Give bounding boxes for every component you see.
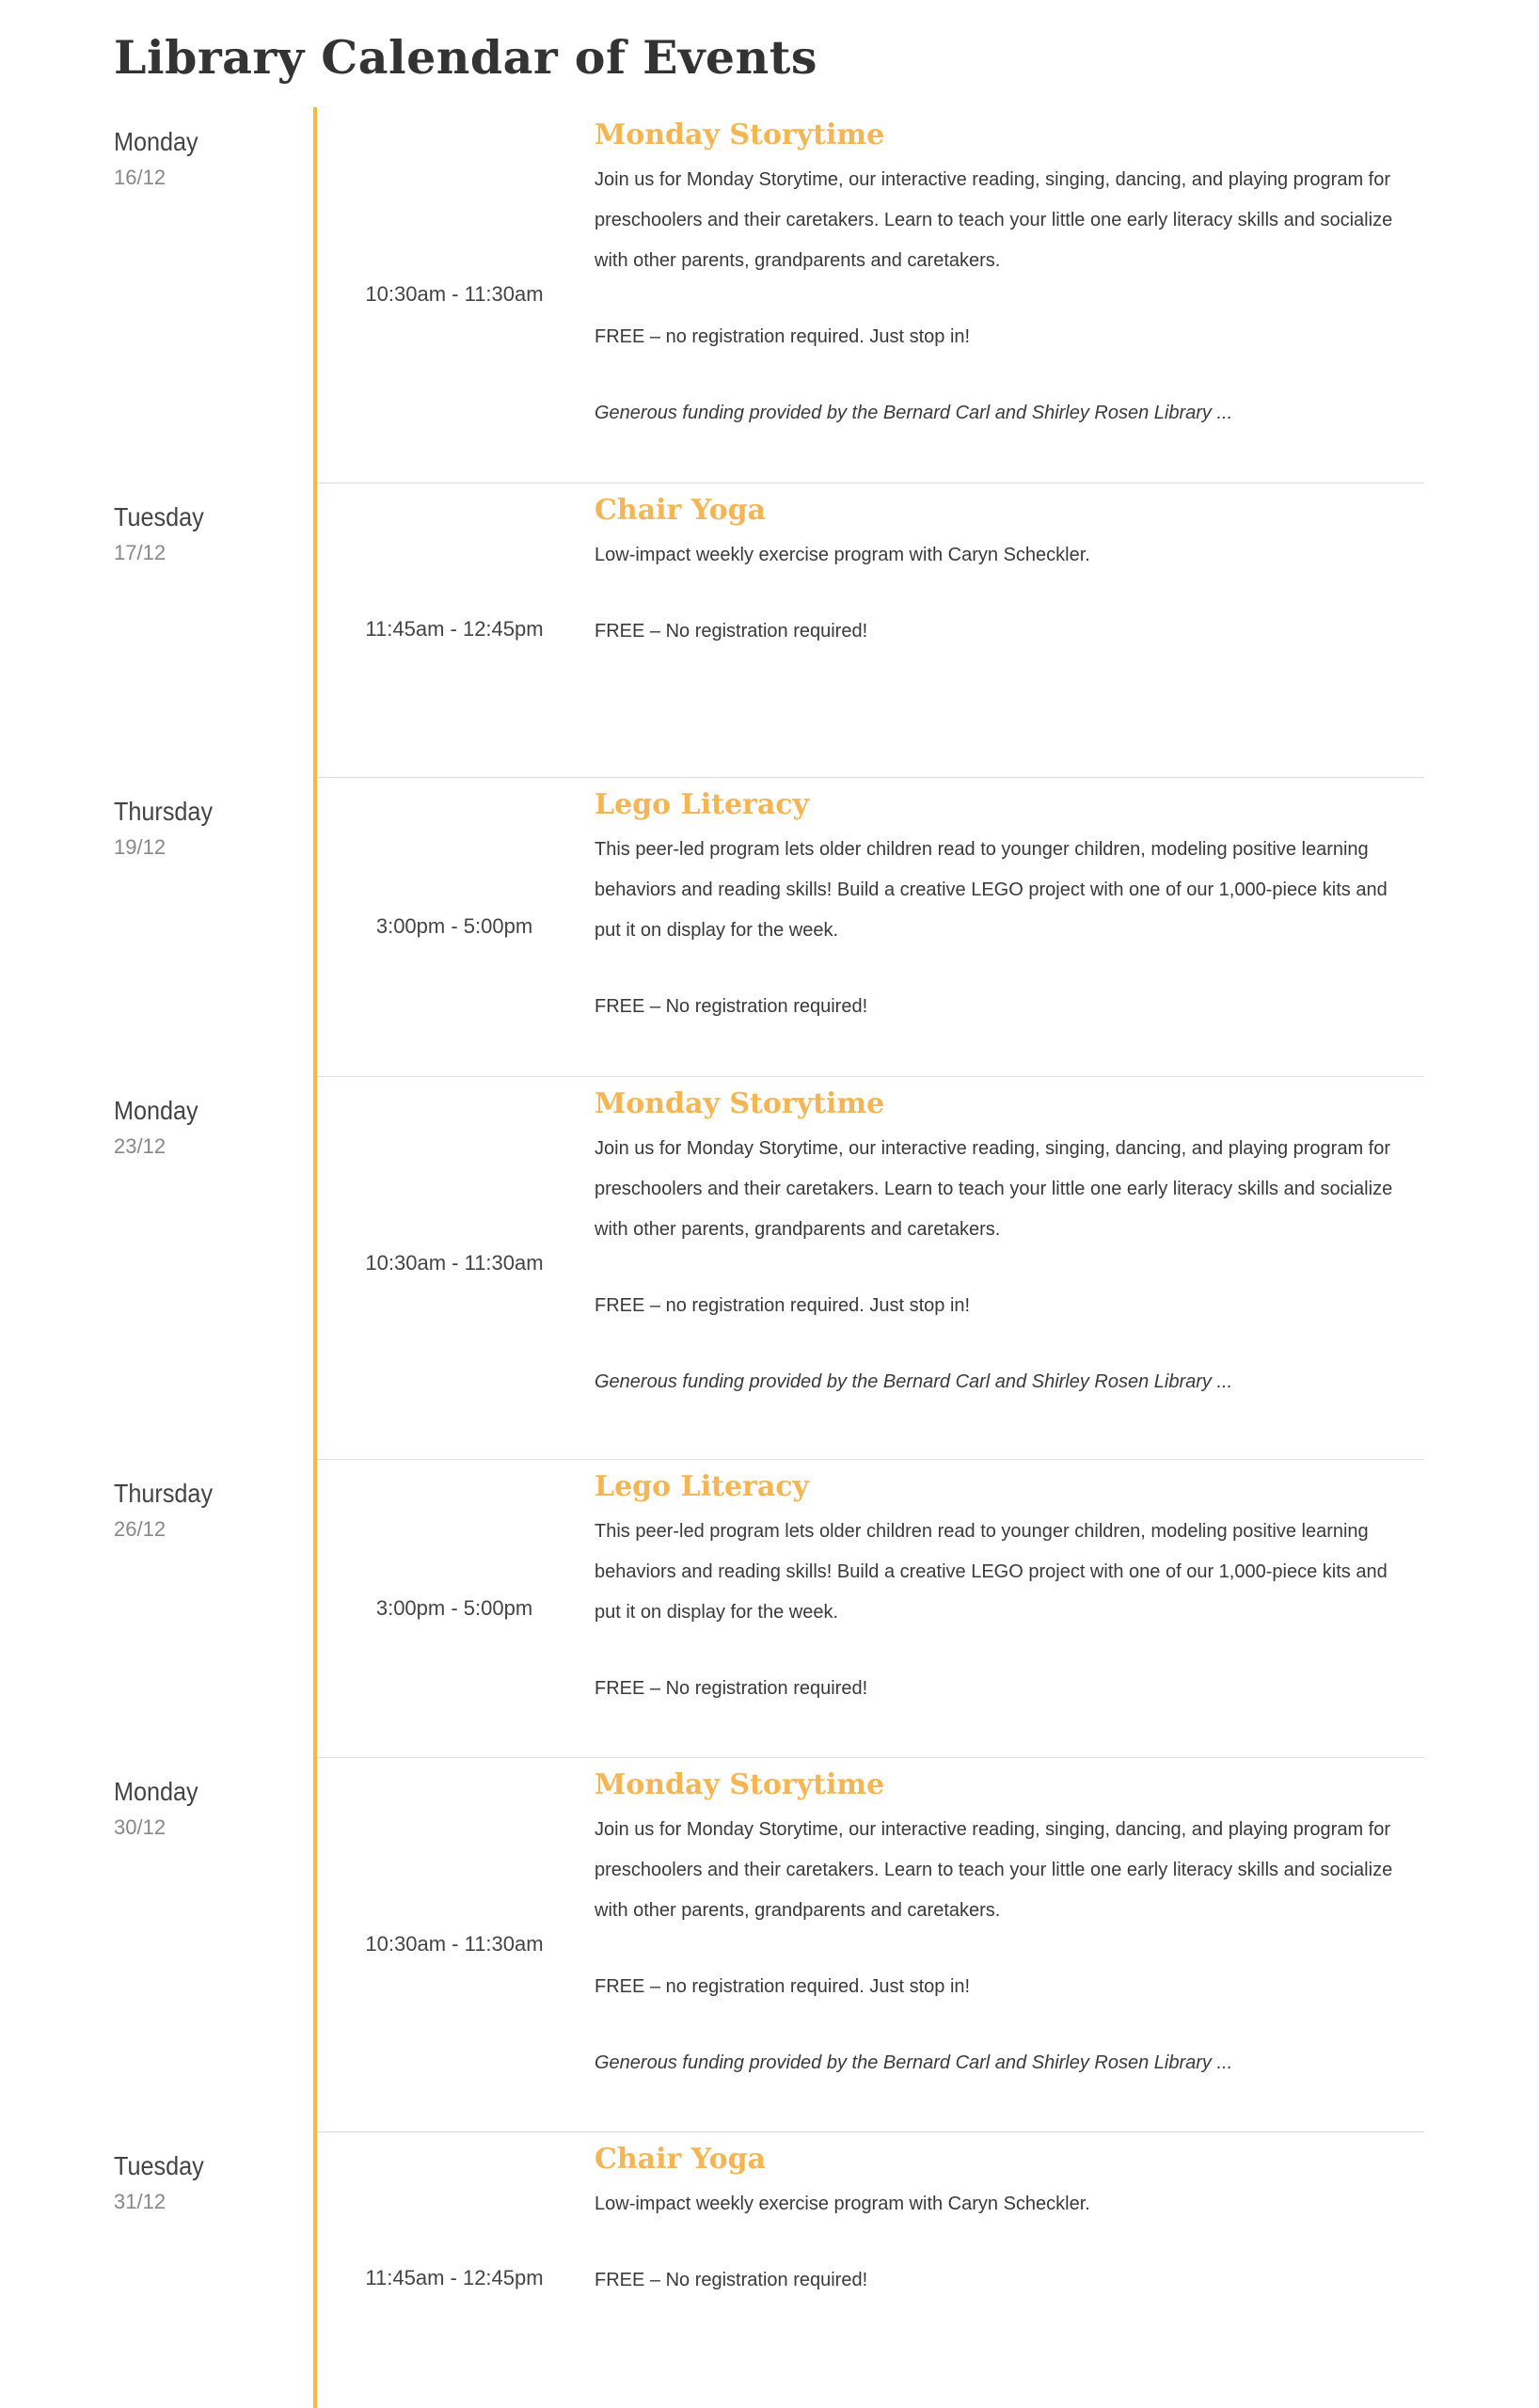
event-funding-note: Generous funding provided by the Bernard Carl and Shirley Rosen Library ... — [595, 1371, 1233, 1392]
event-free-note: FREE – No registration required! — [595, 1678, 868, 1699]
event-time: 3:00pm - 5:00pm — [375, 914, 533, 938]
page-title: Library Calendar of Events — [114, 30, 817, 85]
event-title-link[interactable]: Monday Storytime — [595, 119, 885, 151]
event-title-link[interactable]: Chair Yoga — [595, 2143, 767, 2176]
event-time: 11:45am - 12:45pm — [365, 617, 544, 641]
event-divider — [317, 1459, 1424, 1460]
event-title-link[interactable]: Monday Storytime — [595, 1087, 885, 1120]
event-body — [595, 1468, 1404, 1709]
event-body — [595, 1085, 1404, 1402]
event-day: Thursday — [114, 797, 214, 826]
event-body — [595, 492, 1404, 652]
event-time: 11:45am - 12:45pm — [365, 2266, 544, 2289]
event-description: This peer-led program lets older children read to younger children, modeling positive learning behaviors and reading skills! Build a creative LEGO project with one of our 1,000-piece kits and put it on display for the week. — [595, 1521, 1388, 1623]
event-date: 16/12 — [114, 166, 167, 189]
event-title-link[interactable]: Lego Literacy — [595, 1470, 809, 1503]
event-free-note: FREE – no registration required. Just stop in! — [595, 1295, 971, 1316]
event-time: 3:00pm - 5:00pm — [375, 1596, 533, 1620]
event-date: 19/12 — [114, 835, 167, 859]
event-date: 30/12 — [114, 1815, 167, 1839]
event-divider — [317, 777, 1424, 778]
event-time: 10:30am - 11:30am — [365, 1251, 544, 1275]
event-date: 23/12 — [114, 1134, 167, 1158]
event-day: Thursday — [114, 1479, 214, 1508]
event-description: Low-impact weekly exercise program with Caryn Scheckler. — [595, 2194, 1090, 2214]
event-time: 10:30am - 11:30am — [365, 1932, 544, 1956]
event-body — [595, 117, 1404, 434]
event-title-link[interactable]: Chair Yoga — [595, 494, 767, 527]
event-body — [595, 2141, 1404, 2301]
event-time: 10:30am - 11:30am — [365, 282, 544, 306]
event-free-note: FREE – no registration required. Just stop in! — [595, 326, 971, 347]
event-funding-note: Generous funding provided by the Bernard Carl and Shirley Rosen Library ... — [595, 403, 1233, 423]
event-day: Monday — [114, 1096, 198, 1125]
event-description: Join us for Monday Storytime, our interactive reading, singing, dancing, and playing program for preschoolers and their caretakers. Learn to teach your little one early literacy skills and socialize with other parents, grandparents and caretakers. — [595, 1138, 1393, 1240]
event-day: Monday — [114, 127, 198, 156]
event-divider — [317, 2131, 1424, 2132]
event-description: Join us for Monday Storytime, our interactive reading, singing, dancing, and playing program for preschoolers and their caretakers. Learn to teach your little one early literacy skills and socialize with other parents, grandparents and caretakers. — [595, 169, 1393, 271]
event-date: 26/12 — [114, 1517, 167, 1541]
event-day: Monday — [114, 1777, 198, 1806]
event-divider — [317, 1076, 1424, 1077]
event-title-link[interactable]: Monday Storytime — [595, 1768, 885, 1801]
event-body — [595, 1766, 1404, 2083]
event-free-note: FREE – No registration required! — [595, 621, 868, 642]
event-date: 31/12 — [114, 2190, 167, 2213]
event-free-note: FREE – No registration required! — [595, 996, 868, 1017]
event-free-note: FREE – no registration required. Just stop in! — [595, 1976, 971, 1997]
event-funding-note: Generous funding provided by the Bernard Carl and Shirley Rosen Library ... — [595, 2052, 1233, 2073]
event-description: Low-impact weekly exercise program with Caryn Scheckler. — [595, 545, 1090, 565]
event-day: Tuesday — [114, 2151, 204, 2180]
event-divider — [317, 1757, 1424, 1758]
event-description: Join us for Monday Storytime, our interactive reading, singing, dancing, and playing program for preschoolers and their caretakers. Learn to teach your little one early literacy skills and socialize with other parents, grandparents and caretakers. — [595, 1819, 1393, 1921]
event-day: Tuesday — [114, 502, 204, 531]
event-body — [595, 786, 1404, 1027]
event-date: 17/12 — [114, 541, 167, 564]
event-title-link[interactable]: Lego Literacy — [595, 788, 809, 821]
event-description: This peer-led program lets older children read to younger children, modeling positive learning behaviors and reading skills! Build a creative LEGO project with one of our 1,000-piece kits and put it on display for the week. — [595, 839, 1388, 941]
event-free-note: FREE – No registration required! — [595, 2270, 868, 2290]
